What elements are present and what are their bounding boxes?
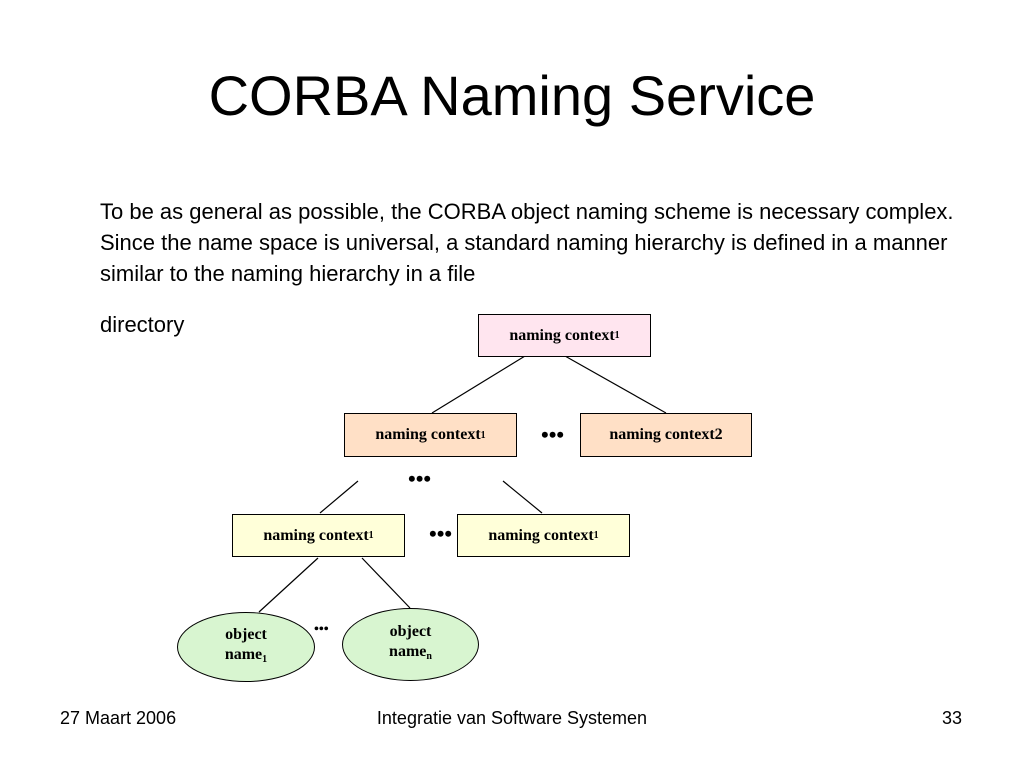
object-name-1-subscript: 1 — [262, 653, 268, 665]
level1-naming-context-1-subscript: 1 — [480, 429, 486, 441]
object-name-1-line1: object — [225, 625, 267, 643]
level2-naming-context-left-subscript: 1 — [368, 530, 374, 541]
root-naming-context-subscript: 1 — [614, 330, 620, 341]
body-paragraph-tail: directory — [100, 312, 185, 337]
object-name-1 — [177, 612, 315, 682]
level2-naming-context-left — [232, 514, 405, 557]
level2-naming-context-right-label: naming context — [488, 526, 594, 544]
edge-root-to-context2 — [565, 356, 666, 413]
level1-ellipsis: ••• — [541, 422, 565, 447]
root-naming-context-label: naming context — [509, 326, 615, 344]
object-name-n — [342, 608, 479, 681]
object-name-n-subscript: n — [426, 651, 432, 662]
level2-naming-context-right — [457, 514, 630, 557]
level1-naming-context-2 — [580, 413, 752, 457]
below-level1-ellipsis: ••• — [408, 466, 432, 491]
object-name-n-line2: name$_n$ — [389, 643, 432, 662]
object-name-1-line2: name$_1$ — [224, 645, 268, 665]
objects-ellipsis: ••• — [314, 622, 329, 637]
body-paragraph: To be as general as possible, the CORBA object naming scheme is necessary complex. Since the name space is universal, a standard naming hierarchy is defined in a manner similar to the naming hierarchy in a file — [100, 199, 954, 286]
footer-page-number: 33 — [941, 708, 962, 728]
level1-naming-context-1 — [344, 413, 517, 457]
level1-naming-context-1-label: naming context — [375, 426, 481, 443]
edge-context-to-object1 — [259, 558, 318, 612]
edge-context1-to-left-child — [320, 481, 358, 513]
root-naming-context — [478, 314, 651, 357]
level2-naming-context-right-subscript: 1 — [593, 530, 599, 541]
object-name-n-line1: object — [389, 623, 432, 640]
edge-context1-to-right-child — [503, 481, 542, 513]
footer-date: 27 Maart 2006 — [60, 708, 177, 728]
slide-title: CORBA Naming Service — [208, 64, 816, 127]
level2-ellipsis: ••• — [429, 521, 453, 546]
edge-context-to-objectn — [362, 558, 410, 608]
level2-naming-context-left-label: naming context — [263, 526, 369, 544]
level1-naming-context-2-label: naming context2 — [609, 426, 723, 443]
edge-root-to-context1 — [432, 356, 525, 413]
footer-course: Integratie van Software Systemen — [376, 708, 648, 728]
